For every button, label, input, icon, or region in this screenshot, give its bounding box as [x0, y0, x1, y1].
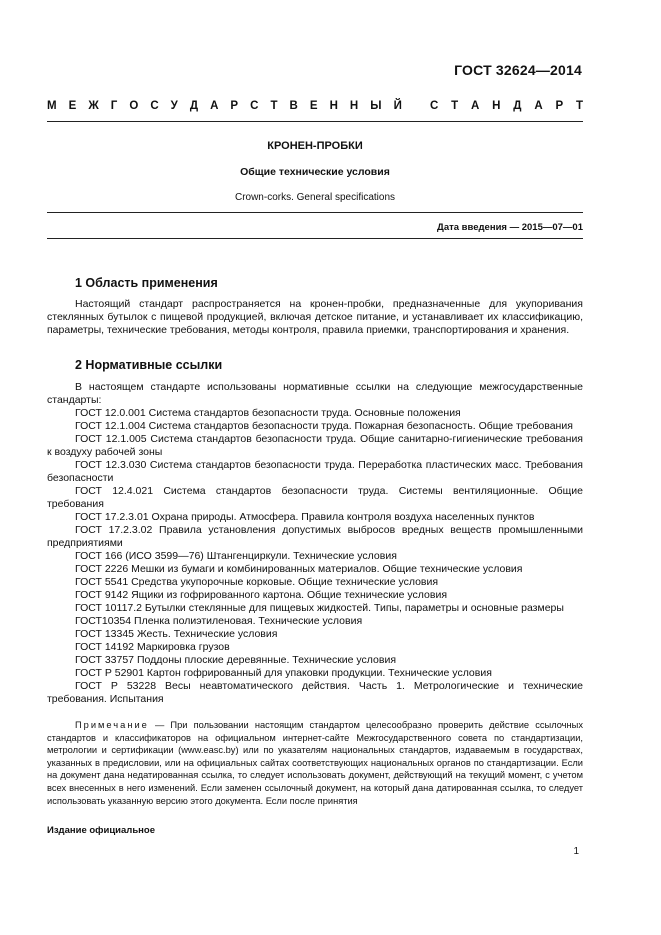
reference-item: ГОСТ Р 52901 Картон гофрированный для упаковки продукции. Технические условия [75, 667, 492, 679]
category-letter: Т [270, 100, 278, 112]
document-subtitle: Общие технические условия [240, 166, 390, 178]
category-letter: Р [230, 100, 239, 112]
category-letter: О [129, 100, 139, 112]
page-number: 1 [573, 846, 579, 857]
category-letter: Г [110, 100, 118, 112]
reference-item: ГОСТ 12.0.001 Система стандартов безопасности труда. Основные положения [75, 407, 461, 419]
category-letter: С [150, 100, 159, 112]
category-letter: У [170, 100, 178, 112]
section-2-heading: 2 Нормативные ссылки [75, 358, 223, 372]
category-letter: Н [492, 100, 501, 112]
note-block [47, 719, 583, 807]
reference-item: ГОСТ 9142 Ящики из гофрированного картона. Общие технические условия [75, 589, 448, 601]
category-letter: Т [451, 100, 459, 112]
category-letter: Н [329, 100, 338, 112]
note-label: Примечание [75, 720, 149, 730]
standard-number: ГОСТ 32624—2014 [454, 62, 582, 78]
reference-item: ГОСТ 17.2.3.01 Охрана природы. Атмосфера. Правила контроля воздуха населенных пунктов [75, 511, 535, 523]
introduction-date: Дата введения — 2015—07—01 [437, 222, 583, 233]
category-letter: В [289, 100, 298, 112]
section-2-body [47, 381, 583, 706]
section-1-heading: 1 Область применения [75, 276, 218, 290]
category-letter: Р [555, 100, 564, 112]
category-word-interstate [47, 100, 402, 112]
reference-list [47, 407, 583, 706]
standard-category [47, 100, 583, 112]
references-intro: В настоящем стандарте использованы нормативные ссылки на следующие межгосударственные стандарты: [47, 381, 583, 406]
reference-item: ГОСТ 33757 Поддоны плоские деревянные. Технические условия [75, 654, 397, 666]
reference-item: ГОСТ 12.4.021 Система стандартов безопасности труда. Системы вентиляционные. Общие требования [47, 485, 583, 510]
title-divider-top [47, 212, 583, 213]
reference-item: ГОСТ 10117.2 Бутылки стеклянные для пищевых жидкостей. Типы, параметры и основные размеры [75, 602, 564, 614]
reference-item: ГОСТ 12.1.005 Система стандартов безопасности труда. Общие санитарно-гигиенические требования к воздуху рабочей зоны [47, 433, 583, 458]
reference-item: ГОСТ 17.2.3.02 Правила установления допустимых выбросов вредных веществ промышленными предприятиями [47, 524, 583, 549]
category-letter: Д [189, 100, 199, 112]
category-letter: А [471, 100, 480, 112]
reference-item: ГОСТ 12.3.030 Система стандартов безопасности труда. Переработка пластических масс. Требования безопасности [47, 459, 583, 484]
category-letter: С [250, 100, 259, 112]
reference-item: ГОСТ 166 (ИСО 3599—76) Штангенциркули. Технические условия [75, 550, 397, 562]
document-title: КРОНЕН-ПРОБКИ [267, 140, 363, 152]
reference-item: ГОСТ 2226 Мешки из бумаги и комбинированных материалов. Общие технические условия [75, 563, 523, 575]
category-letter: М [47, 100, 57, 112]
reference-item: ГОСТ 5541 Средства укупорочные корковые. Общие технические условия [75, 576, 439, 588]
section-1-body [47, 298, 583, 337]
english-title: Crown-corks. General specifications [234, 192, 396, 203]
official-edition-label: Издание официальное [47, 825, 155, 836]
category-letter: Й [393, 100, 402, 112]
reference-item: ГОСТ10354 Пленка полиэтиленовая. Технические условия [75, 615, 363, 627]
category-letter: Д [513, 100, 522, 112]
category-letter: А [210, 100, 219, 112]
category-letter: Е [309, 100, 318, 112]
title-divider-bottom [47, 238, 583, 239]
category-letter: С [430, 100, 439, 112]
reference-item: ГОСТ 12.1.004 Система стандартов безопасности труда. Пожарная безопасность. Общие требования [75, 420, 573, 432]
header-divider [47, 121, 583, 122]
category-letter: Ы [370, 100, 382, 112]
reference-item: ГОСТ 13345 Жесть. Технические условия [75, 628, 278, 640]
category-letter: А [534, 100, 543, 112]
category-letter: Т [575, 100, 583, 112]
note-text: — При пользовании настоящим стандартом целесообразно проверить действие ссылочных стандартов и классификаторов на официальном интернет-сайте Межгосударственного совета по стандартизации, метрологии и сертификации (www.easc.by) или по указателям национальных стандартов, издаваемым в государствах, указанных в предисловии, или на официальных сайтах соответствующих национальных органов по стандартизации. Если на документ дана недатированная ссылка, то следует использовать документ, действующий на текущий момент, с учетом всех внесенных в него изменений. Если заменен ссылочный документ, на который дана датированная ссылка, то следует использовать указанную версию этого документа. Если после принятия [47, 720, 583, 806]
reference-item: ГОСТ 14192 Маркировка грузов [75, 641, 230, 653]
scope-paragraph: Настоящий стандарт распространяется на кронен-пробки, предназначенные для укупоривания стеклянных бутылок с пищевой продукцией, включая детское питание, и устанавливает их классификацию, параметры, технические требования, методы контроля, правила приемки, транспортирования и хранения. [47, 298, 583, 336]
category-letter: Е [68, 100, 77, 112]
category-letter: Н [349, 100, 359, 112]
category-word-standard [430, 100, 583, 112]
reference-item: ГОСТ Р 53228 Весы неавтоматического действия. Часть 1. Метрологические и технические требования. Испытания [47, 680, 583, 705]
category-letter: Ж [88, 100, 99, 112]
